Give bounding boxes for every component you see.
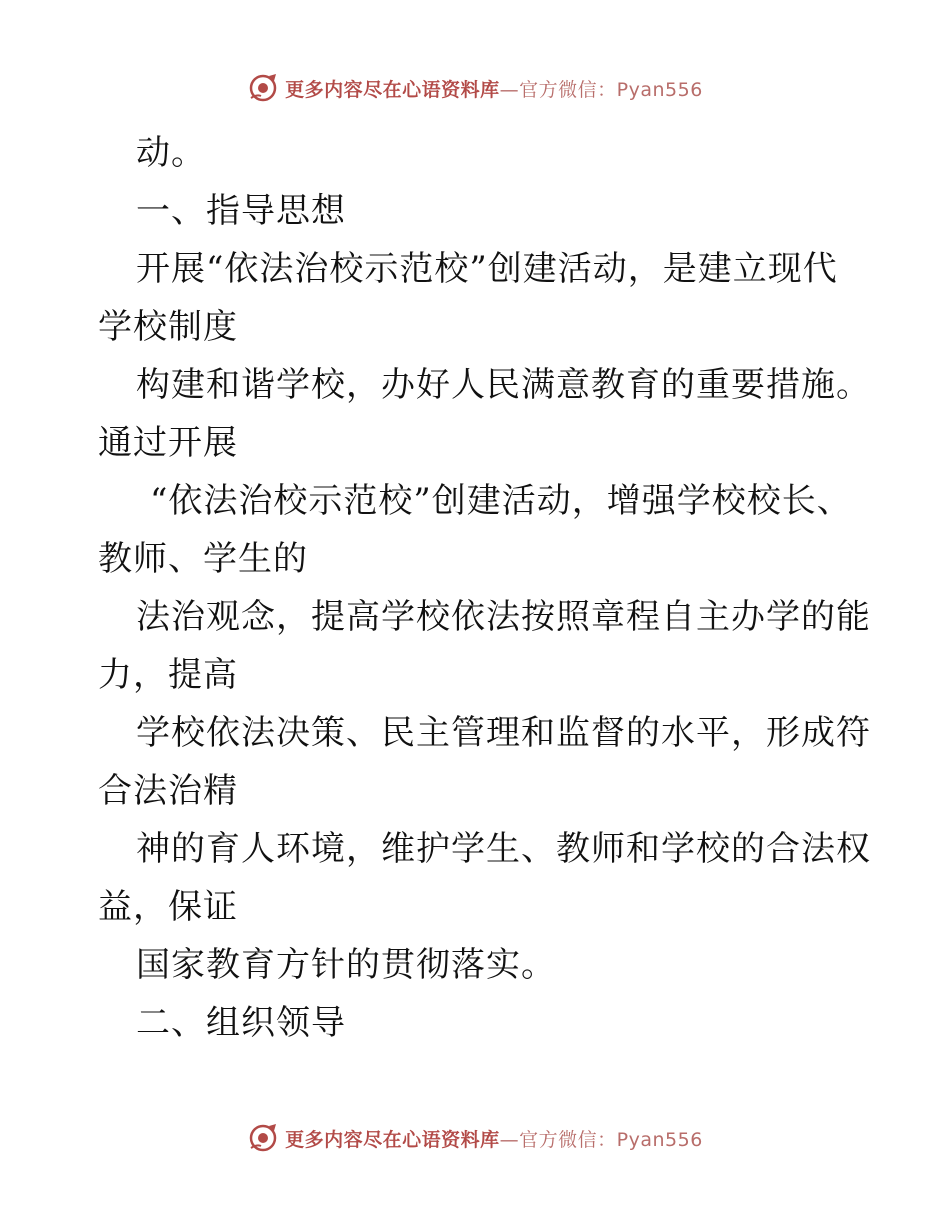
document-body: [98, 124, 871, 1052]
section-heading: 二、组织领导: [136, 1003, 346, 1043]
pen-circle-logo-icon: [247, 1122, 279, 1154]
body-line: 神的育人环境，维护学生、教师和学校的合法权: [136, 829, 871, 869]
body-line: 动。: [136, 133, 206, 173]
body-line: 学校制度: [98, 307, 238, 347]
body-line: 益，保证: [98, 887, 238, 927]
body-line: 通过开展: [98, 423, 238, 463]
body-line: 学校依法决策、民主管理和监督的水平，形成符: [136, 713, 871, 753]
body-line: 力，提高: [98, 655, 238, 695]
header-watermark: [0, 72, 950, 104]
body-line: 法治观念，提高学校依法按照章程自主办学的能: [136, 597, 871, 637]
watermark-contact: —官方微信：Pyan556: [499, 78, 703, 101]
body-line: 教师、学生的: [98, 539, 308, 579]
body-line: 开展“依法治校示范校”创建活动，是建立现代: [136, 249, 838, 289]
watermark-brand: 更多内容尽在心语资料库: [285, 1128, 500, 1151]
section-heading: 一、指导思想: [136, 191, 346, 231]
pen-circle-logo-icon: [247, 72, 279, 104]
watermark-text: [285, 1125, 703, 1152]
body-line: 合法治精: [98, 771, 238, 811]
body-line: 国家教育方针的贯彻落实。: [136, 945, 556, 985]
body-line: “依法治校示范校”创建活动，增强学校校长、: [150, 481, 852, 521]
body-line: 构建和谐学校，办好人民满意教育的重要措施。: [136, 365, 871, 405]
watermark-brand: 更多内容尽在心语资料库: [285, 78, 500, 101]
footer-watermark: [0, 1122, 950, 1154]
watermark-text: [285, 75, 703, 102]
watermark-contact: —官方微信：Pyan556: [499, 1128, 703, 1151]
